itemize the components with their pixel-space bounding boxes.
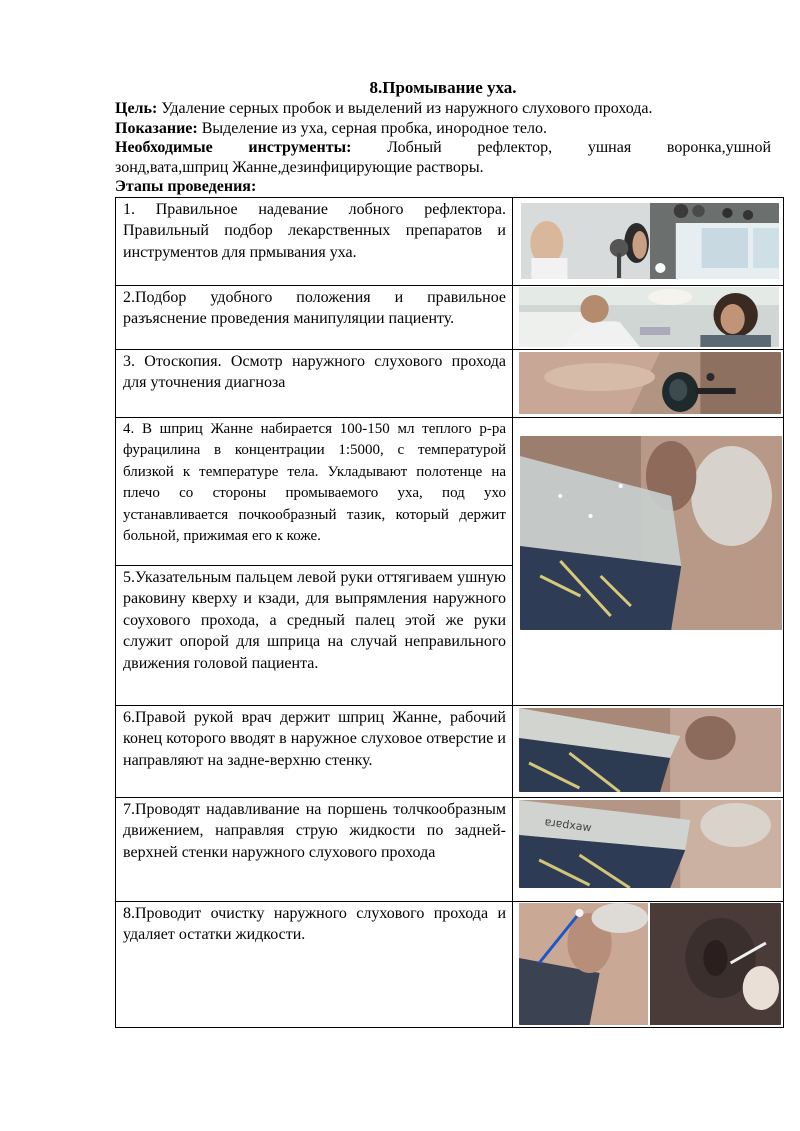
indication-text: Выделение из уха, серная пробка, инородное тело. xyxy=(197,119,547,137)
step-text-cell xyxy=(116,797,513,901)
step-text: 4. В шприц Жанне набирается 100-150 мл теплого р-ра фурацилина в концентрации 1:5000, с температурой близкой к температуре тела. Укладывают полотенце на плечо со стороны промываемого уха, под ухо устанавливается почкообразный тазик, который держит больной, прижимая его к коже. xyxy=(123,420,506,544)
step-text-cell xyxy=(116,349,513,417)
document-page xyxy=(115,78,771,1028)
page-title: 8.Промывание уха. xyxy=(369,78,517,97)
step-text: 5.Указательным пальцем левой руки оттягиваем ушную раковину кверху и кзади, для выпрямления наружного соухового прохода, а средный палец этой же руки служит опорой для шприца на случай неправильного движения головой пациента. xyxy=(123,568,506,672)
stages-label: Этапы проведения: xyxy=(115,178,257,195)
svg-text:ɐɹɐdxaw: ɐɹɐdxaw xyxy=(543,814,593,834)
step-image-cell xyxy=(513,901,784,1027)
photo-ear-cleaning xyxy=(519,903,781,1025)
step-image-cell xyxy=(513,285,784,349)
table-row xyxy=(116,285,784,349)
goal-line xyxy=(115,99,771,119)
photo-reflector-preparation xyxy=(521,203,779,279)
indication-line xyxy=(115,119,771,139)
step-text: 7.Проводят надавливание на поршень толчкообразным движением, направляя струю жидкости по задней-верхней стенки наружного слухового прохода xyxy=(123,800,506,861)
photo-syringe-pressing xyxy=(519,800,781,888)
step-image-cell xyxy=(513,797,784,901)
steps-table xyxy=(115,197,784,1028)
goal-label: Цель: xyxy=(115,100,158,117)
step-text-cell xyxy=(116,417,513,565)
step-text-cell xyxy=(116,565,513,705)
step-text: 3. Отоскопия. Осмотр наружного слухового прохода для уточнения диагноза xyxy=(123,352,506,391)
tools-line xyxy=(115,138,771,158)
photo-patient-positioning xyxy=(519,287,779,347)
step-image-cell xyxy=(513,705,784,797)
step-image-cell xyxy=(513,197,784,285)
table-row xyxy=(116,901,784,1027)
step-text-cell xyxy=(116,197,513,285)
table-row xyxy=(116,417,784,565)
step-text: 2.Подбор удобного положения и правильное разъяснение проведения манипуляции пациенту. xyxy=(123,288,506,327)
tools-label: Необходимые инструменты: xyxy=(115,139,352,156)
goal-text: Удаление серных пробок и выделений из наружного слухового прохода. xyxy=(157,100,653,117)
photo-syringe-insertion xyxy=(519,708,781,792)
table-row xyxy=(116,197,784,285)
step-text-cell xyxy=(116,901,513,1027)
table-row xyxy=(116,349,784,417)
tools-text-line1: Лобный рефлектор, ушная воронка,ушной xyxy=(351,139,772,156)
step-text-cell xyxy=(116,705,513,797)
photo-otoscopy xyxy=(519,352,781,414)
photo-syringe-ear xyxy=(520,436,782,630)
indication-label: Показание: xyxy=(115,119,198,137)
step-image-cell xyxy=(513,349,784,417)
table-row xyxy=(116,797,784,901)
table-row xyxy=(116,705,784,797)
tools-line-2: зонд,вата,шприц Жанне,дезинфицирующие растворы. xyxy=(115,158,484,176)
step-text: 6.Правой рукой врач держит шприц Жанне, рабочий конец которого вводят в наружное слуховое отверстие и направляют на задне-верхню стенку. xyxy=(123,708,506,769)
step-text: 8.Проводит очистку наружного слухового прохода и удаляет остатки жидкости. xyxy=(123,904,506,943)
step-image-cell xyxy=(513,417,784,705)
step-text-cell xyxy=(116,285,513,349)
step-text: 1. Правильное надевание лобного рефлектора. Правильный подбор лекарственных препаратов и инструментов для прмывания уха. xyxy=(123,200,506,261)
